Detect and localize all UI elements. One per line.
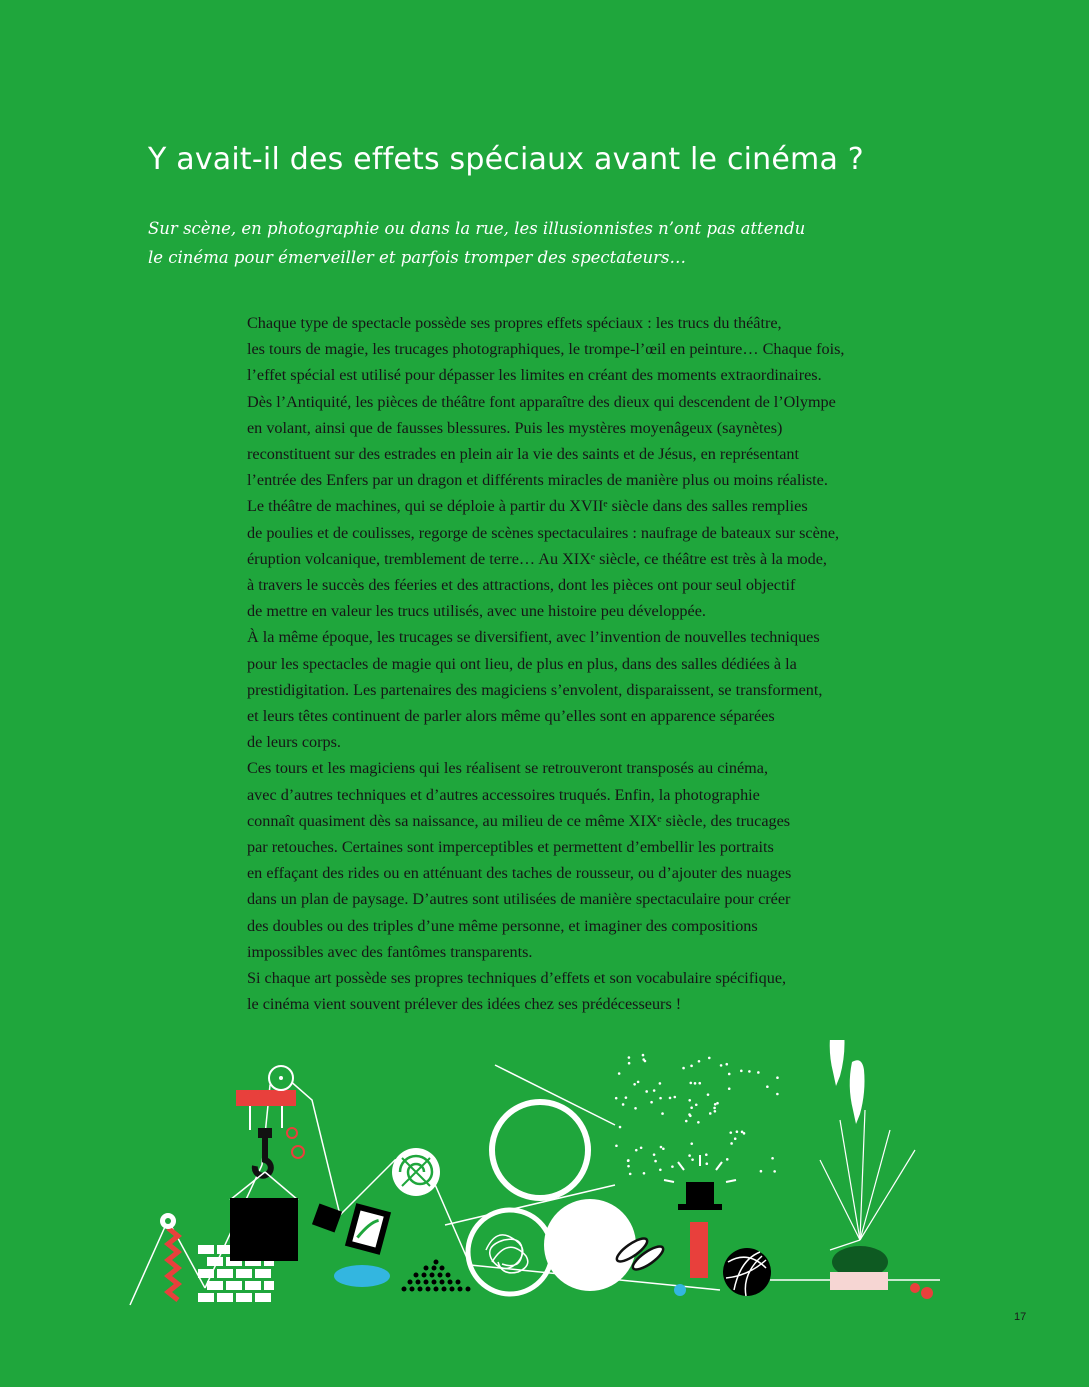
red-berry [910, 1283, 920, 1293]
top-hat-icon [664, 1155, 736, 1210]
hanging-black-box [230, 1198, 298, 1261]
pulley-wheel-hub [165, 1218, 171, 1224]
picture-frame [345, 1203, 391, 1255]
zigzag-spring [168, 1228, 178, 1300]
flower-pot [830, 1272, 888, 1290]
white-ball [544, 1199, 636, 1291]
page-number: 17 [1014, 1311, 1027, 1323]
tangled-ring [468, 1210, 552, 1294]
body-text [247, 310, 907, 1017]
body-line: par retouches. Certaines sont imperceptibles et permettent d’embellir les portraits [247, 838, 774, 857]
body-line: de mettre en valeur les trucs utilisés, avec une histoire peu développée. [247, 602, 706, 621]
body-line: en volant, ainsi que de fausses blessures. Puis les mystères moyenâgeux (saynètes) [247, 418, 783, 437]
body-line: l’effet spécial est utilisé pour dépasser les limites en créant des moments extraordinaires. [247, 366, 822, 385]
intro-line: le cinéma pour émerveiller et parfois tromper des spectateurs… [148, 248, 686, 267]
ghost-icon [830, 1040, 877, 1124]
body-line: de poulies et de coulisses, regorge de scènes spectaculaires : naufrage de bateaux sur scène, [247, 523, 840, 542]
body-line: Chaque type de spectacle possède ses propres effets spéciaux : les trucs du théâtre, [247, 314, 782, 332]
body-line: l’entrée des Enfers par un dragon et différents miracles de manière plus ou moins réaliste. [247, 471, 828, 490]
dot-pile [402, 1260, 471, 1292]
body-line: prestidigitation. Les partenaires des magiciens s’envolent, disparaissent, se transforment, [247, 680, 823, 699]
body-line: avec d’autres techniques et d’autres accessoires truqués. Enfin, la photographie [247, 785, 760, 804]
body-line: connaît quasiment dès sa naissance, au milieu de ce même XIXᵉ siècle, des trucages [247, 811, 791, 830]
intro-paragraph [148, 214, 968, 272]
crane-beam [236, 1090, 296, 1106]
sparkle-dots [615, 1054, 779, 1175]
body-line: éruption volcanique, tremblement de terre… Au XIXᵉ siècle, ce théâtre est très à la mode, [247, 549, 827, 568]
body-line: des doubles ou des triples d’une même personne, et imaginer des compositions [247, 916, 758, 935]
red-pedestal [690, 1222, 708, 1278]
red-berry [921, 1287, 933, 1299]
body-line: Dès l’Antiquité, les pièces de théâtre font apparaître des dieux qui descendent de l’Olympe [247, 392, 836, 411]
page-title: Y avait-il des effets spéciaux avant le cinéma ? [148, 142, 864, 177]
body-line: et leurs têtes continuent de parler alors même qu’elles sont en apparence séparées [247, 707, 775, 726]
spiral-wheel-icon [392, 1148, 440, 1196]
stage-machinery-illustration [0, 1040, 1089, 1330]
body-line: les tours de magie, les trucages photographiques, le trompe-l’œil en peinture… Chaque fois, [247, 340, 845, 359]
body-line: Le théâtre de machines, qui se déploie à partir du XVIIᵉ siècle dans des salles remplies [247, 497, 808, 516]
blue-puddle [334, 1265, 390, 1287]
body-line: pour les spectacles de magie qui ont lieu, de plus en plus, dans des salles dédiées à la [247, 654, 797, 673]
body-line: le cinéma vient souvent prélever des idées chez ses prédécesseurs ! [247, 995, 682, 1014]
body-line: dans un plan de paysage. D’autres sont utilisées de manière spectaculaire pour créer [247, 890, 791, 909]
body-line: en effaçant des rides ou en atténuant des taches de rousseur, ou d’ajouter des nuages [247, 864, 792, 883]
body-line: À la même époque, les trucages se diversifient, avec l’invention de nouvelles techniques [247, 628, 820, 647]
sprouting-plant [820, 1110, 915, 1250]
intro-line: Sur scène, en photographie ou dans la rue, les illusionnistes n’ont pas attendu [148, 219, 806, 238]
body-line: Ces tours et les magiciens qui les réalisent se retrouveront transposés au cinéma, [247, 759, 768, 778]
crane-hook-icon [255, 1128, 272, 1176]
body-line: reconstituent sur des estrades en plein air la vie des saints et de Jésus, en représentant [247, 445, 799, 464]
body-line: Si chaque art possède ses propres techniques d’effets et son vocabulaire spécifique, [247, 969, 787, 988]
large-ring [492, 1102, 588, 1198]
body-line: de leurs corps. [247, 733, 341, 752]
body-line: impossibles avec des fantômes transparents. [247, 942, 533, 961]
body-line: à travers le succès des féeries et des attractions, dont les pièces ont pour seul objectif [247, 576, 796, 595]
yarn-ball-icon [723, 1248, 771, 1296]
